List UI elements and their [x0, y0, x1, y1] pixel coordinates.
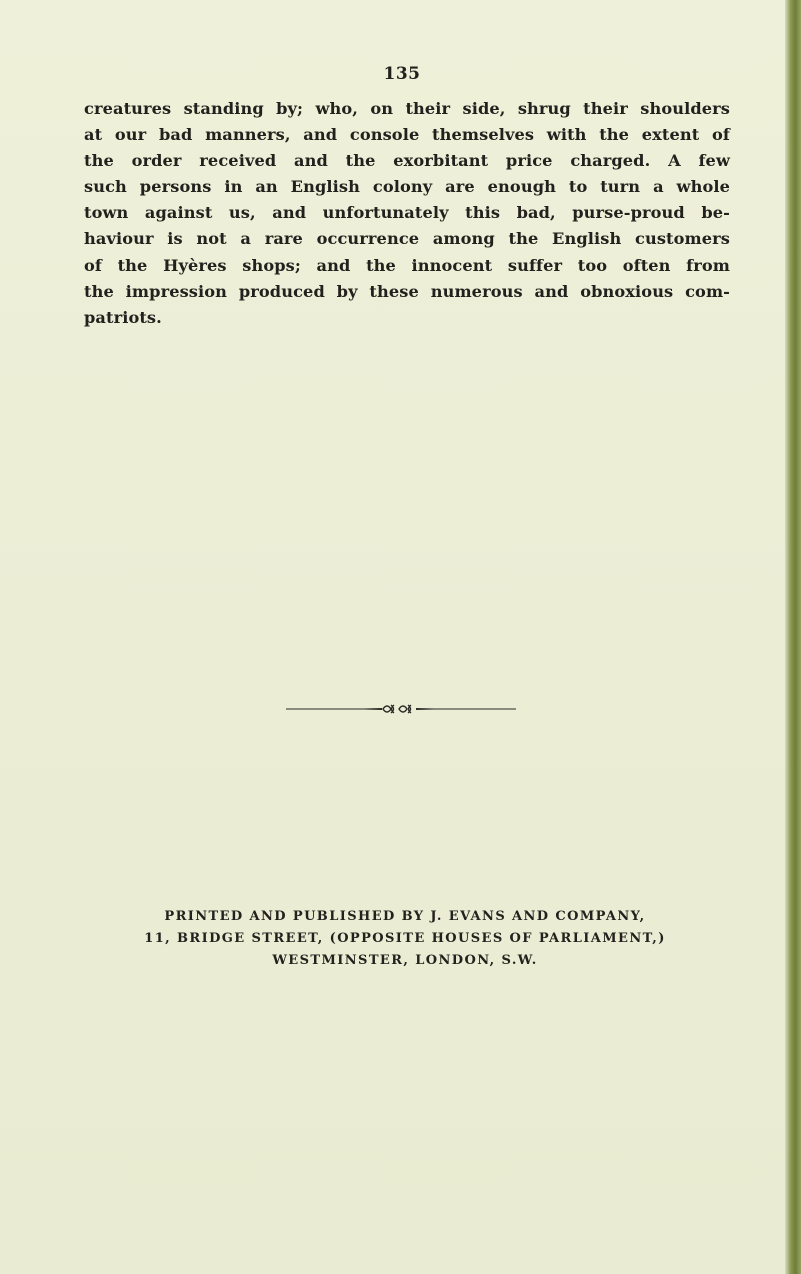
text-line: such persons in an English colony are enough to turn a whole: [84, 177, 730, 197]
page-edge-shadow: [785, 0, 801, 1274]
text-line: of the Hyères shops; and the innocent suffer too often from: [84, 255, 730, 275]
decorative-rule-icon: [286, 700, 516, 718]
text-line: town against us, and unfortunately this bad, purse-proud be-: [84, 203, 730, 223]
text-line: the impression produced by these numerous and obnoxious com-: [84, 281, 730, 301]
printer-imprint: [84, 906, 726, 972]
imprint-line: WESTMINSTER, LONDON, S.W.: [272, 953, 538, 968]
text-line: the order received and the exorbitant price charged. A few: [84, 151, 730, 171]
text-line: haviour is not a rare occurrence among the English customers: [84, 229, 730, 249]
imprint-line: PRINTED AND PUBLISHED BY J. EVANS AND COMPANY,: [164, 909, 646, 924]
text-line: creatures standing by; who, on their side, shrug their shoulders: [84, 99, 730, 118]
body-paragraph: [84, 96, 730, 331]
text-line: patriots.: [84, 307, 162, 327]
imprint-line: 11, BRIDGE STREET, (OPPOSITE HOUSES OF PARLIAMENT,): [144, 931, 666, 946]
text-line: at our bad manners, and console themselves with the extent of: [84, 125, 730, 145]
page-number: 135: [383, 64, 421, 84]
